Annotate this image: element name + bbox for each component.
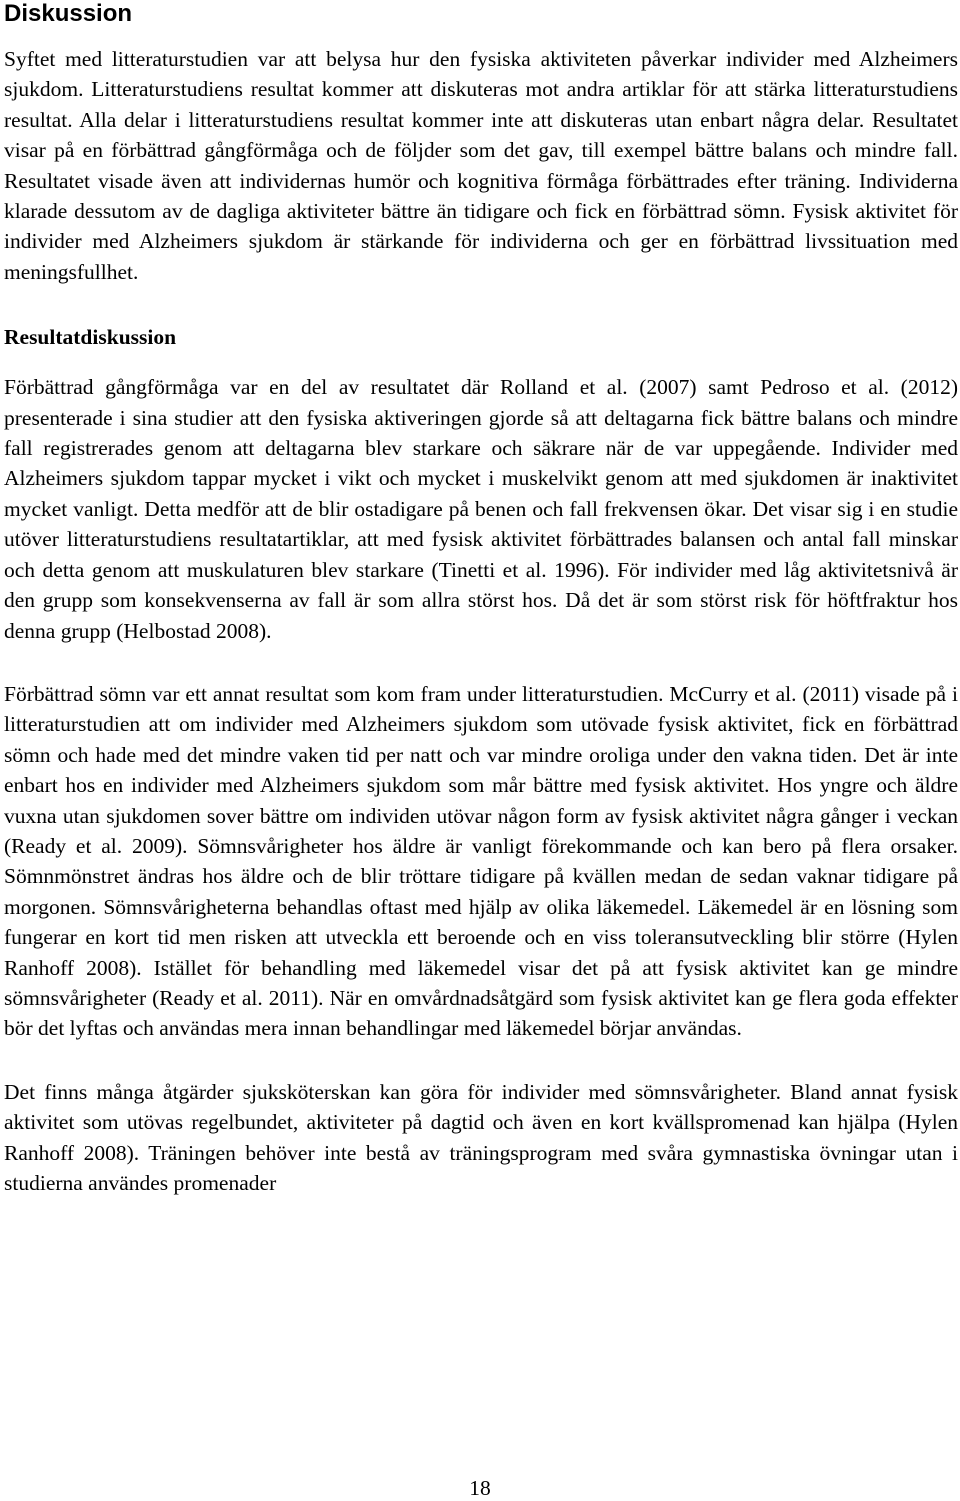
gait-paragraph: Förbättrad gångförmåga var en del av resultatet där Rolland et al. (2007) samt Pedroso et al. (2012) presenterade i sina studier att den fysiska aktiveringen gjorde så att deltagarna fick bättre balans och mindre fall registrerades genom att deltagarna blev starkare och säkrare när de var uppegående. Individer med Alzheimers sjukdom tappar mycket i vikt och mycket i muskelvikt genom att med sjukdomen är inaktivitet mycket vanligt. Detta medför att de blir ostadigare på benen och fall frekvensen ökar. Det visar sig i en studie utöver litteraturstudiens resultatartiklar, att med fysisk aktivitet förbättrades balansen och antal fall minskar och detta genom att muskulaturen blev starkare (Tinetti et al. 1996). För individer med låg aktivitetsnivå är den grupp som konsekvenserna av fall är som allra störst hos. Då det är som störst risk för höftfraktur hos denna grupp (Helbostad 2008). [4,375,958,643]
document-page [4,0,958,1198]
intro-paragraph: Syftet med litteraturstudien var att belysa hur den fysiska aktiviteten påverkar individer med Alzheimers sjukdom. Litteraturstudiens resultat kommer att diskuteras mot andra artiklar för att stärka litteraturstudiens resultat. Alla delar i litteraturstudiens resultat kommer inte att diskuteras utan enbart några delar. Resultatet visar på en förbättrad gångförmåga och de följder som det gav, till exempel bättre balans och mindre fall. Resultatet visade även att individernas humör och kognitiva förmåga förbättrades efter träning. Individerna klarade dessutom av de dagliga aktiviteter bättre än tidigare och fick en förbättrad sömn. Fysisk aktivitet för individer med Alzheimers sjukdom är stärkande för individerna och ger en förbättrad livssituation med meningsfullhet. [4,47,958,284]
page-number: 18 [469,1476,491,1500]
nurse-paragraph: Det finns många åtgärder sjuksköterskan kan göra för individer med sömnsvårigheter. Bland annat fysisk aktivitet som utövas regelbundet, aktiviteter på dagtid och även en kort kvällspromenad kan hjälpa (Hylen Ranhoff 2008). Träningen behöver inte bestå av träningsprogram med svåra gymnastiska övningar utan i studierna användes promenader [4,1079,958,1195]
subsection-heading: Resultatdiskussion [4,325,177,350]
section-heading: Diskussion [4,0,133,27]
sleep-paragraph: Förbättrad sömn var ett annat resultat som kom fram under litteraturstudien. McCurry et al. (2011) visade på i litteraturstudien att om individer med Alzheimers sjukdom som utövade fysisk aktivitet, fick en förbättrad sömn och hade med det mindre vaken tid per natt och var mindre oroliga under den vakna tiden. Det är inte enbart hos en individer med Alzheimers sjukdom som mår bättre med fysisk aktivitet. Hos yngre och äldre vuxna utan sjukdomen sover bättre om individen utövar någon form av fysisk aktivitet några gånger i veckan (Ready et al. 2009). Sömnsvårigheter hos äldre är vanligt förekommande och kan bero på flera orsaker. Sömnmönstret ändras hos äldre och de blir tröttare tidigare på kvällen medan de sedan vaknar tidigare på morgonen. Sömnsvårigheterna behandlas oftast med hjälp av olika läkemedel. Läkemedel är en lösning som fungerar en kort tid men risken att utveckla ett beroende och en viss toleransutveckling blir större (Hylen Ranhoff 2008). Istället för behandling med läkemedel visar det på att fysisk aktivitet kan ge mindre sömnsvårigheter (Ready et al. 2011). När en omvårdnadsåtgärd som fysisk aktivitet kan ge flera goda effekter bör det lyftas och användas mera innan behandlingar med läkemedel börjar användas. [4,681,958,1041]
